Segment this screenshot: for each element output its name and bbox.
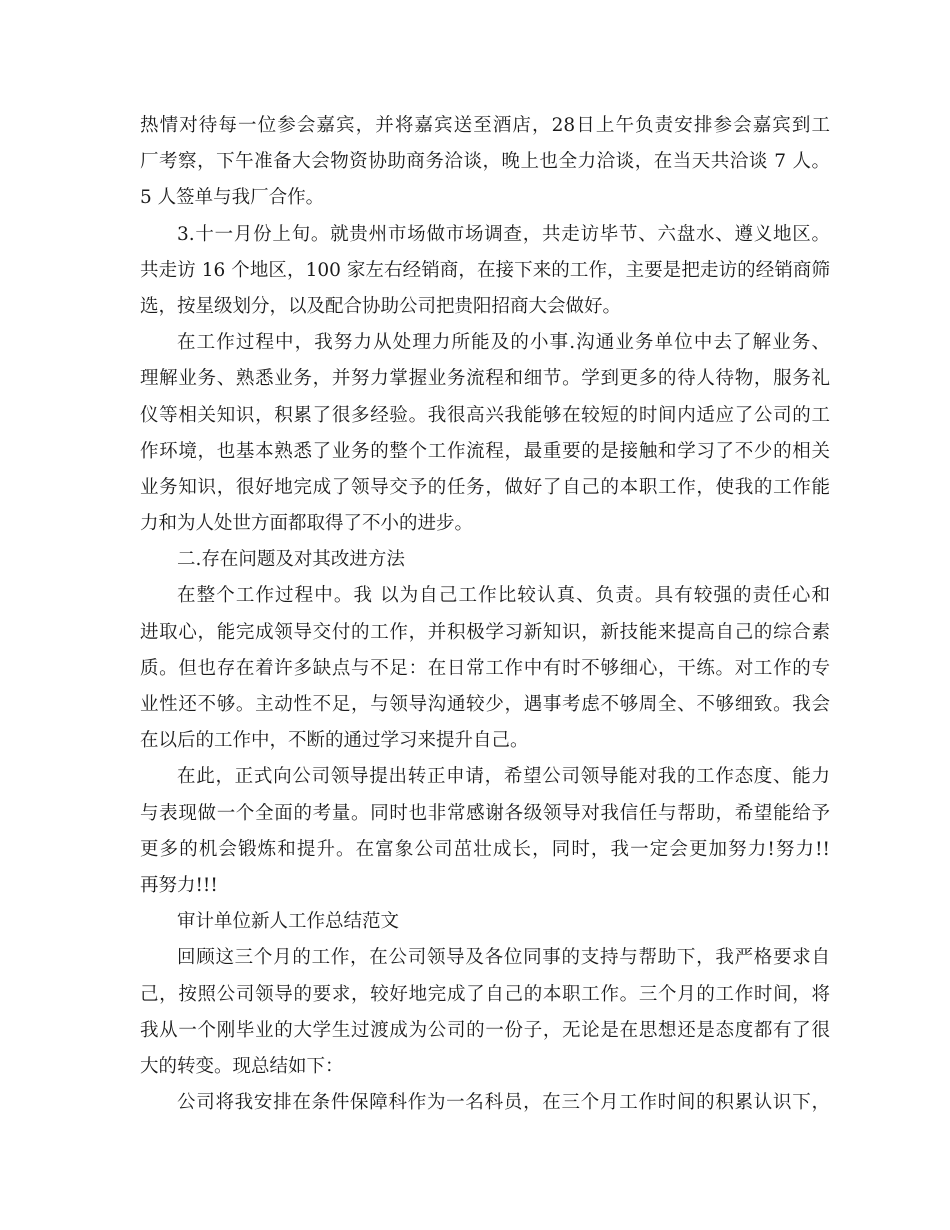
text-line: 共走访 16 个地区，100 家左右经销商，在接下来的工作，主要是把走访的经销商筛 [140,259,830,281]
text-line: 选，按星级划分，以及配合协助公司把贵阳招商大会做好。 [140,295,622,317]
text-line: 二.存在问题及对其改进方法 [177,549,405,571]
text-line: 与表现做一个全面的考量。同时也非常感谢各级领导对我信任与帮助，希望能给予 [140,802,830,824]
text-line: 我从一个刚毕业的大学生过渡成为公司的一份子，无论是在思想还是态度都有了很 [140,1019,830,1041]
text-line: 回顾这三个月的工作，在公司领导及各位同事的支持与帮助下，我严格要求自 [177,947,830,969]
text-line: 在以后的工作中，不断的通过学习来提升自己。 [140,730,529,752]
text-line: 更多的机会锻炼和提升。在富象公司茁壮成长，同时，我一定会更加努力!努力!! [140,838,830,860]
text-line: 审计单位新人工作总结范文 [177,911,400,933]
text-line: 仪等相关知识，积累了很多经验。我很高兴我能够在较短的时间内适应了公司的工 [140,404,830,426]
text-line: 力和为人处世方面都取得了不小的进步。 [140,513,474,535]
text-line: 大的转变。现总结如下： [140,1055,344,1077]
text-line: 进取心，能完成领导交付的工作，并积极学习新知识，新技能来提高自己的综合素 [140,621,830,643]
text-line: 业务知识，很好地完成了领导交予的任务，做好了自己的本职工作，使我的工作能 [140,476,830,498]
text-line: 理解业务、熟悉业务，并努力掌握业务流程和细节。学到更多的待人待物，服务礼 [140,368,830,390]
text-line: 在整个工作过程中。我 以为自己工作比较认真、负责。具有较强的责任心和 [177,585,830,607]
text-line: 再努力!!! [140,874,218,896]
text-line: 业性还不够。主动性不足，与领导沟通较少，遇事考虑不够周全、不够细致。我会 [140,694,830,715]
text-line: 公司将我安排在条件保障科作为一名科员，在三个月工作时间的积累认识下， [177,1092,830,1114]
text-line: 己，按照公司领导的要求，较好地完成了自己的本职工作。三个月的工作时间，将 [140,983,830,1005]
text-line: 5 人签单与我厂合作。 [140,187,325,209]
document-body [140,108,830,1121]
text-line: 质。但也存在着许多缺点与不足：在日常工作中有时不够细心，干练。对工作的专 [140,657,830,679]
text-line: 在工作过程中，我努力从处理力所能及的小事.沟通业务单位中去了解业务、 [177,332,830,354]
text-line: 厂考察，下午准备大会物资协助商务洽谈，晚上也全力洽谈，在当天共洽谈 7 人。 [140,151,830,173]
text-line: 作环境，也基本熟悉了业务的整个工作流程，最重要的是接触和学习了不少的相关 [140,440,830,462]
text-line: 3.十一月份上旬。就贵州市场做市场调查，共走访毕节、六盘水、遵义地区。 [177,223,830,245]
text-line: 热情对待每一位参会嘉宾，并将嘉宾送至酒店，28日上午负责安排参会嘉宾到工 [140,115,830,136]
text-line: 在此，正式向公司领导提出转正申请，希望公司领导能对我的工作态度、能力 [177,766,830,788]
